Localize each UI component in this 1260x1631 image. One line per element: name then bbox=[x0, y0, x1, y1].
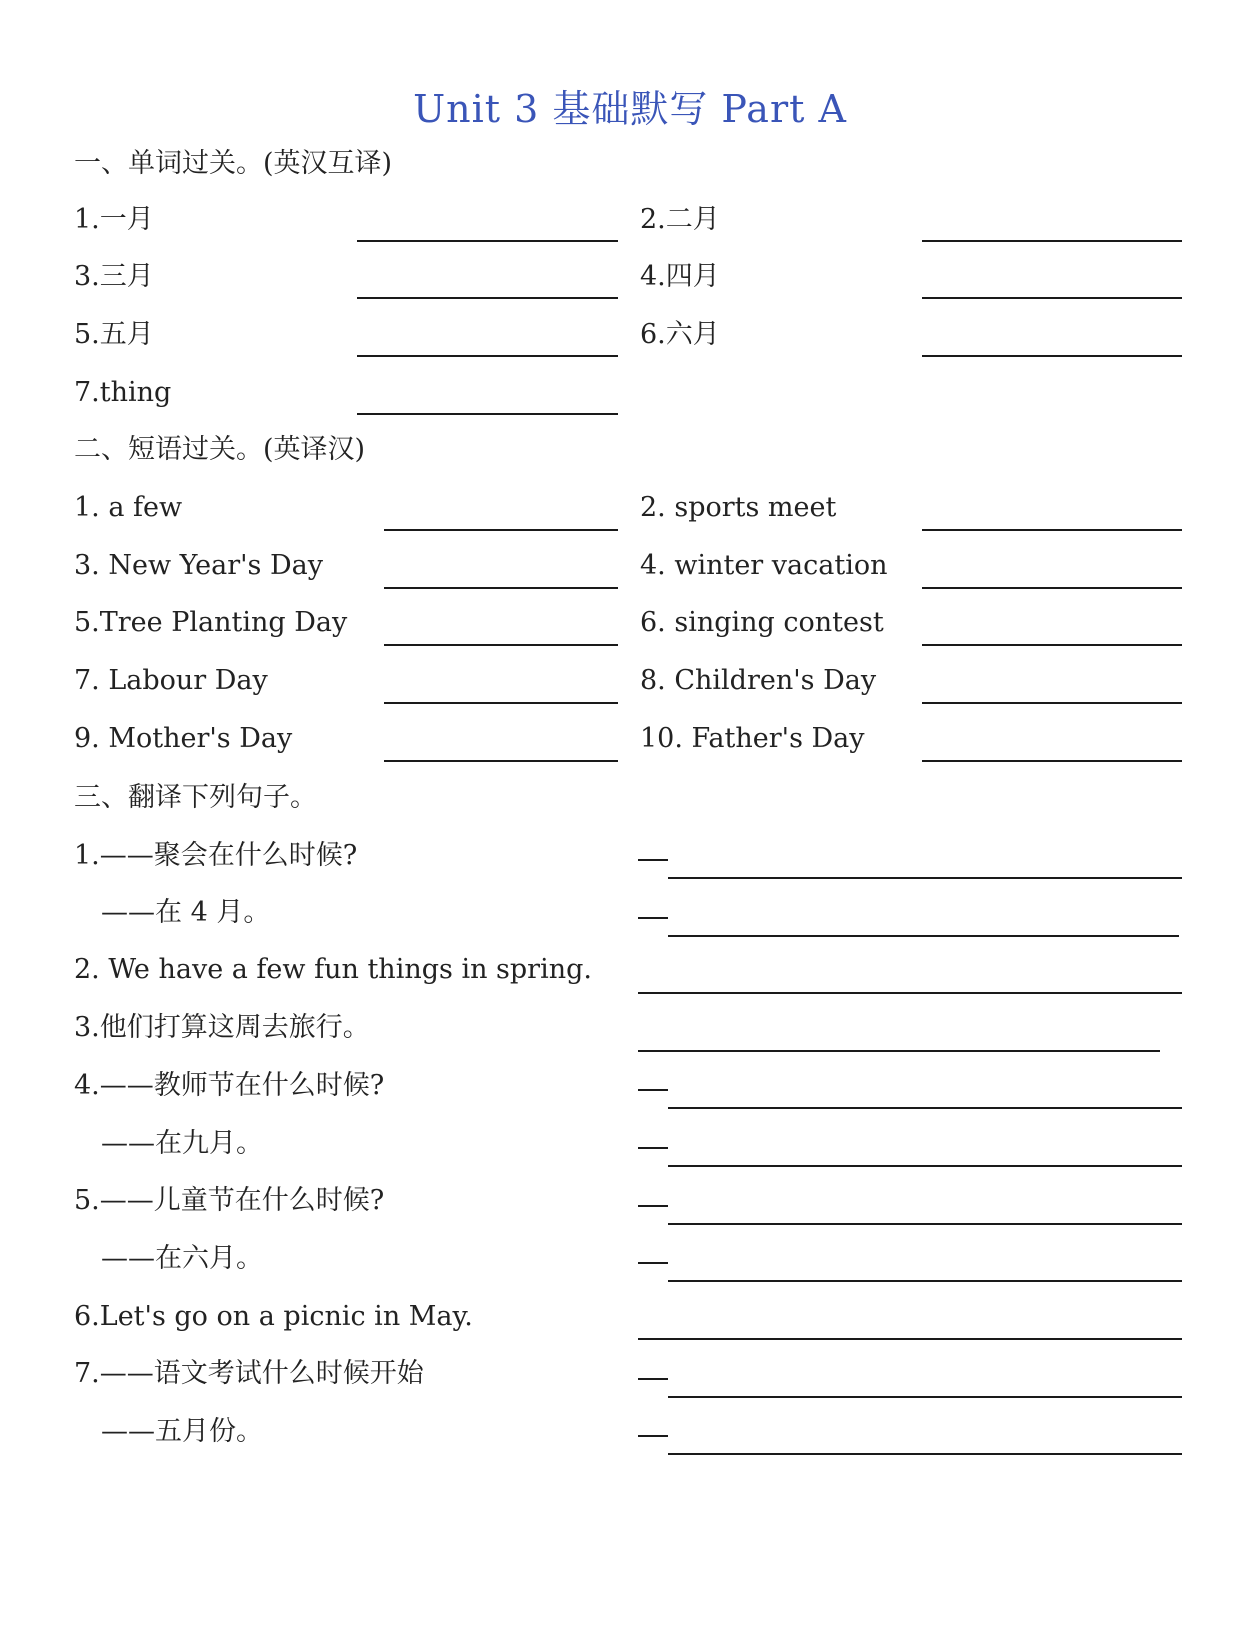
section-heading-sentences: 三、翻译下列句子。 bbox=[74, 782, 317, 813]
vocab-item-7: 7.thing bbox=[74, 377, 172, 408]
answer-blank-sentence-4a[interactable] bbox=[668, 1107, 1182, 1109]
answer-blank-phrase-1[interactable] bbox=[384, 529, 618, 531]
vocab-item-6: 6.六月 bbox=[640, 319, 720, 350]
answer-dash bbox=[638, 859, 668, 861]
phrase-item-3: 3. New Year's Day bbox=[74, 550, 323, 581]
sentence-1-answer: ——在 4 月。 bbox=[101, 897, 271, 928]
answer-blank-vocab-7[interactable] bbox=[357, 413, 618, 415]
phrase-item-10: 10. Father's Day bbox=[640, 723, 865, 754]
phrase-item-2: 2. sports meet bbox=[640, 492, 837, 523]
answer-dash bbox=[638, 917, 668, 919]
phrase-item-9: 9. Mother's Day bbox=[74, 723, 293, 754]
answer-blank-phrase-5[interactable] bbox=[384, 644, 618, 646]
answer-blank-sentence-5a[interactable] bbox=[668, 1223, 1182, 1225]
answer-blank-sentence-2[interactable] bbox=[638, 992, 1182, 994]
answer-blank-sentence-5b[interactable] bbox=[668, 1280, 1182, 1282]
answer-dash bbox=[638, 1147, 668, 1149]
answer-blank-vocab-4[interactable] bbox=[922, 297, 1182, 299]
answer-blank-vocab-2[interactable] bbox=[922, 240, 1182, 242]
sentence-4-question: 4.——教师节在什么时候? bbox=[74, 1070, 385, 1101]
answer-blank-phrase-3[interactable] bbox=[384, 587, 618, 589]
sentence-6: 6.Let's go on a picnic in May. bbox=[74, 1301, 473, 1332]
answer-blank-vocab-5[interactable] bbox=[357, 355, 618, 357]
page-title: Unit 3 基础默写 Part A bbox=[413, 87, 847, 131]
answer-blank-sentence-6[interactable] bbox=[638, 1338, 1182, 1340]
answer-blank-vocab-6[interactable] bbox=[922, 355, 1182, 357]
phrase-item-6: 6. singing contest bbox=[640, 607, 884, 638]
answer-blank-vocab-1[interactable] bbox=[357, 240, 618, 242]
vocab-item-4: 4.四月 bbox=[640, 261, 720, 292]
answer-blank-sentence-7b[interactable] bbox=[668, 1453, 1182, 1455]
answer-dash bbox=[638, 1089, 668, 1091]
answer-blank-phrase-4[interactable] bbox=[922, 587, 1182, 589]
sentence-1-question: 1.——聚会在什么时候? bbox=[74, 840, 358, 871]
answer-dash bbox=[638, 1262, 668, 1264]
phrase-item-4: 4. winter vacation bbox=[640, 550, 888, 581]
sentence-3: 3.他们打算这周去旅行。 bbox=[74, 1012, 370, 1043]
sentence-2: 2. We have a few fun things in spring. bbox=[74, 954, 592, 985]
answer-blank-vocab-3[interactable] bbox=[357, 297, 618, 299]
section-heading-vocabulary: 一、单词过关。(英汉互译) bbox=[74, 148, 393, 179]
phrase-item-5: 5.Tree Planting Day bbox=[74, 607, 348, 638]
sentence-4-answer: ——在九月。 bbox=[101, 1128, 263, 1159]
answer-blank-phrase-2[interactable] bbox=[922, 529, 1182, 531]
answer-dash bbox=[638, 1378, 668, 1380]
vocab-item-5: 5.五月 bbox=[74, 319, 154, 350]
answer-blank-phrase-8[interactable] bbox=[922, 702, 1182, 704]
answer-blank-sentence-1a[interactable] bbox=[668, 877, 1182, 879]
sentence-7-question: 7.——语文考试什么时候开始 bbox=[74, 1358, 424, 1389]
phrase-item-1: 1. a few bbox=[74, 492, 183, 523]
sentence-7-answer: ——五月份。 bbox=[101, 1416, 263, 1447]
answer-blank-phrase-6[interactable] bbox=[922, 644, 1182, 646]
answer-blank-sentence-1b[interactable] bbox=[668, 935, 1179, 937]
answer-dash bbox=[638, 1435, 668, 1437]
phrase-item-7: 7. Labour Day bbox=[74, 665, 268, 696]
answer-blank-phrase-7[interactable] bbox=[384, 702, 618, 704]
sentence-5-question: 5.——儿童节在什么时候? bbox=[74, 1185, 385, 1216]
vocab-item-3: 3.三月 bbox=[74, 261, 154, 292]
sentence-5-answer: ——在六月。 bbox=[101, 1243, 263, 1274]
answer-blank-phrase-10[interactable] bbox=[922, 760, 1182, 762]
vocab-item-2: 2.二月 bbox=[640, 204, 720, 235]
answer-blank-sentence-4b[interactable] bbox=[668, 1165, 1182, 1167]
answer-blank-phrase-9[interactable] bbox=[384, 760, 618, 762]
answer-blank-sentence-3[interactable] bbox=[638, 1050, 1160, 1052]
section-heading-phrases: 二、短语过关。(英译汉) bbox=[74, 434, 366, 465]
phrase-item-8: 8. Children's Day bbox=[640, 665, 877, 696]
answer-dash bbox=[638, 1205, 668, 1207]
answer-blank-sentence-7a[interactable] bbox=[668, 1396, 1182, 1398]
vocab-item-1: 1.一月 bbox=[74, 204, 154, 235]
